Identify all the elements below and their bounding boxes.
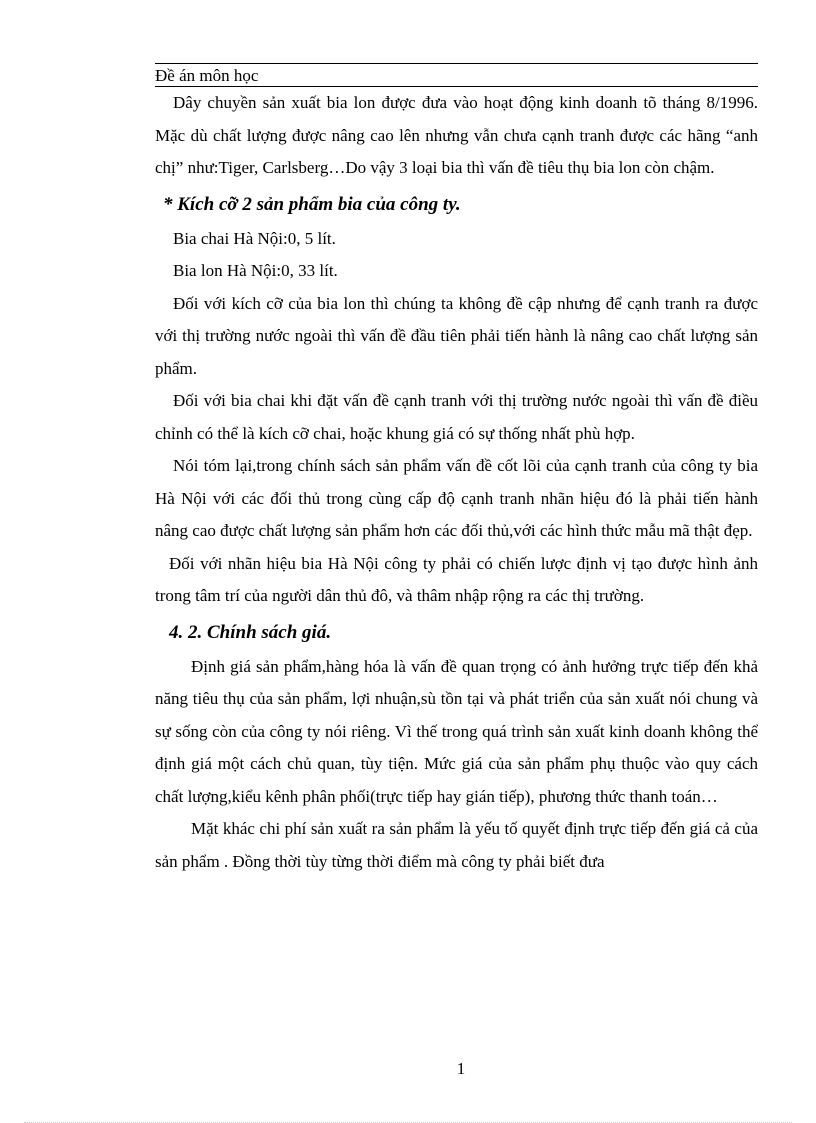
bottle-size-line: Bia chai Hà Nội:0, 5 lít. [173,228,336,248]
document-body [155,87,758,878]
can-size-line: Bia lon Hà Nội:0, 33 lít. [173,261,338,280]
paragraph-product-policy-summary: Nói tóm lại,trong chính sách sản phẩm vấn đề cốt lõi của cạnh tranh của công ty bia Hà Nội với các đối thủ trong cùng cấp độ cạnh tranh nhãn hiệu đó là phải tiến hành nâng cao được chất lượng sản phẩm hơn các đối thủ,với các hình thức mẫu mã thật đẹp. [155,456,758,540]
paragraph-production-cost: Mặt khác chi phí sản xuất ra sản phẩm là yếu tố quyết định trực tiếp đến giá cả của sản phẩm . Đồng thời tùy từng thời điểm mà công ty phải biết đưa [155,819,758,871]
paragraph-pricing-importance: Định giá sản phẩm,hàng hóa là vấn đề quan trọng có ảnh hưởng trực tiếp đến khả năng tiêu thụ của sản phẩm, lợi nhuận,sù tồn tại và phát triển của sản xuất nói chung và sự sống còn của công ty nói riêng. Vì thế trong quá trình sản xuất kinh doanh không thể định giá một cách chủ quan, tùy tiện. Mức giá của sản phẩm phụ thuộc vào quy cách chất lượng,kiểu kênh phân phối(trực tiếp hay gián tiếp), phương thức thanh toán… [155,656,758,806]
paragraph-bottle-competition: Đối với bia chai khi đặt vấn đề cạnh tranh với thị trường nước ngoài thì vấn đề điều chỉnh có thể là kích cỡ chai, hoặc khung giá có sự thống nhất phù hợp. [155,391,758,443]
page-number: 1 [456,1059,466,1078]
header-top-rule [155,63,758,64]
running-header: Đề án môn học [155,66,259,85]
paragraph-can-size-competition: Đối với kích cỡ của bia lon thì chúng ta không đề cập nhưng để cạnh tranh ra được với thị trường nước ngoài thì vấn đề đầu tiên phải tiến hành là nâng cao chất lượng sản phẩm. [155,293,758,378]
section-heading-product-sizes: * Kích cỡ 2 sản phẩm bia của công ty. [163,193,461,215]
paragraph-brand-positioning: Đối với nhãn hiệu bia Hà Nội công ty phải có chiến lược định vị tạo được hình ảnh trong tâm trí của người dân thủ đô, và thâm nhập rộng ra các thị trường. [155,553,758,605]
section-heading-pricing-policy: 4. 2. Chính sách giá. [169,621,332,643]
paragraph-canned-beer-line: Dây chuyền sản xuất bia lon được đưa vào hoạt động kinh doanh tõ tháng 8/1996. Mặc dù chất lượng được nâng cao lên nhưng vẫn chưa cạnh tranh được các hãng “anh chị” như:Tiger, Carlsberg…Do vậy 3 loại bia thì vấn đề tiêu thụ bia lon còn chậm. [155,93,758,177]
